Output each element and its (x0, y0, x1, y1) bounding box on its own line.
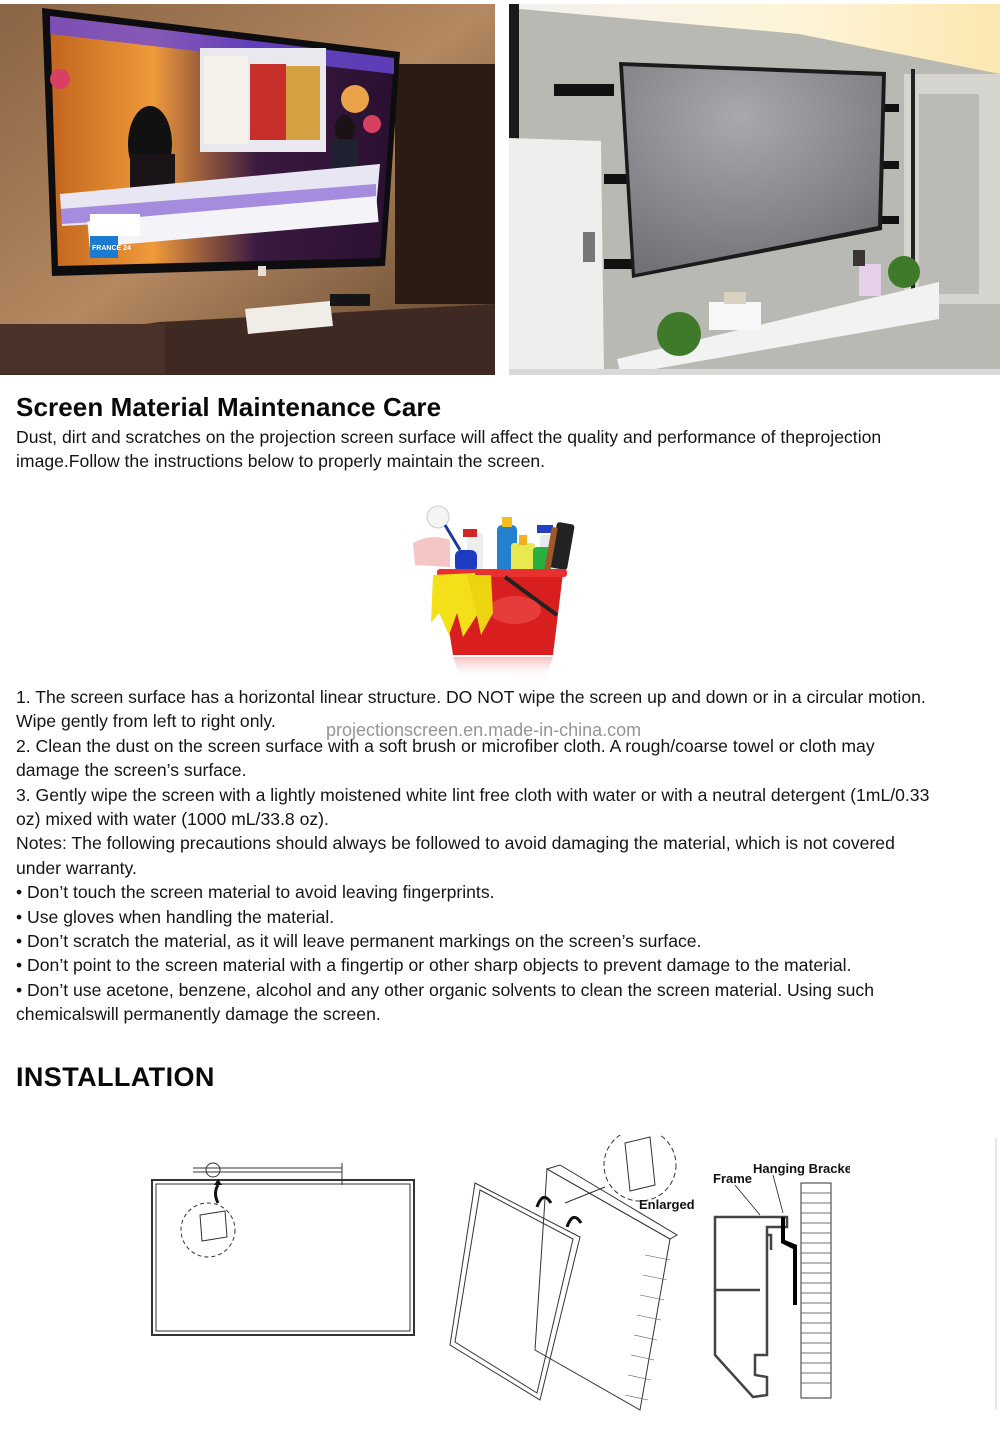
step-2-line: 2. Clean the dust on the screen surface with a soft brush or microfiber cloth. A rough/coarse towel or cloth may (16, 735, 875, 756)
section-title-installation: INSTALLATION (16, 1062, 215, 1092)
intro-paragraph (16, 425, 986, 474)
svg-text:Enlarged: Enlarged (639, 1197, 695, 1212)
notes-line: under warranty. (16, 857, 137, 878)
notes-line: Notes: The following precautions should always be followed to avoid damaging the material, which is not covered (16, 833, 895, 854)
step-1-line: 1. The screen surface has a horizontal linear structure. DO NOT wipe the screen up and down or in a circular motion. (16, 687, 926, 707)
precaution-bullet: • Don’t touch the screen material to avoid leaving fingerprints. (16, 882, 495, 903)
page-edge-divider (995, 1138, 997, 1410)
svg-text:Frame: Frame (713, 1171, 753, 1186)
svg-text:FRANCE 24: FRANCE 24 (92, 245, 131, 252)
precaution-bullet: • Use gloves when handling the material. (16, 906, 335, 927)
precaution-bullet: • Don’t use acetone, benzene, alcohol and any other organic solvents to clean the screen material. Using such (16, 979, 875, 1000)
cleaning-bucket-image (405, 495, 590, 680)
svg-text:Hanging Bracket: Hanging Bracket (753, 1161, 850, 1176)
precaution-bullet: chemicalswill permanently damage the screen. (16, 1004, 381, 1025)
step-1-line: Wipe gently from left to right only. (16, 711, 276, 732)
diagram-hanging-screen (445, 1135, 695, 1415)
watermark-text: projectionscreen.en.made-in-china.com (326, 720, 642, 740)
precaution-bullet: • Don’t point to the screen material with a fingertip or other sharp objects to prevent damage to the material. (16, 955, 852, 976)
diagram-cross-section (705, 1155, 850, 1405)
step-3-line: oz) mixed with water (1000 mL/33.8 oz). (16, 809, 329, 830)
photo-grey-screen-living-room (509, 4, 1000, 375)
step-2-line: damage the screen’s surface. (16, 760, 247, 781)
precaution-bullet: • Don’t scratch the material, as it will leave permanent markings on the screen’s surface. (16, 931, 702, 952)
intro-line: image.Follow the instructions below to properly maintain the screen. (16, 451, 546, 472)
step-3-line: 3. Gently wipe the screen with a lightly moistened white lint free cloth with water or with a neutral detergent (1mL/0.33 (16, 784, 930, 805)
photo-living-room-screen-broadcast (0, 4, 495, 375)
section-title-maintenance: Screen Material Maintenance Care (16, 392, 442, 422)
intro-line: Dust, dirt and scratches on the projection screen surface will affect the quality and performance of theprojection (16, 427, 882, 447)
diagram-front-view (145, 1155, 420, 1340)
